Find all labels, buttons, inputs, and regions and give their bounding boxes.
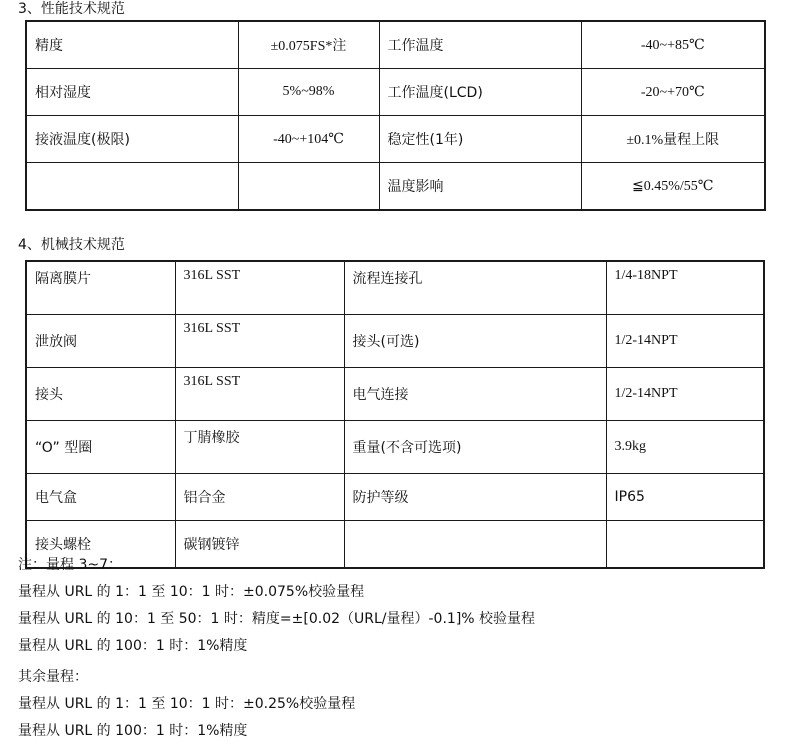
table-row [26, 69, 765, 116]
spec-label: 重量(不含可选项) [344, 421, 606, 474]
spec-label: 工作温度 [379, 21, 581, 69]
performance-heading: 3、性能技术规范 [18, 1, 125, 17]
spec-label: 隔离膜片 [26, 261, 175, 315]
mechanical-spec-table [25, 260, 765, 569]
note-line: 量程从 URL 的 1：1 至 10：1 时：±0.075%校验量程 [18, 584, 365, 600]
table-row [26, 261, 764, 315]
spec-value: ±0.075FS*注 [238, 21, 379, 69]
spec-value: ≦0.45%/55℃ [581, 163, 765, 211]
notes-title: 注：量程 3~7： [18, 557, 122, 573]
spec-value: ±0.1%量程上限 [581, 116, 765, 163]
note-line: 量程从 URL 的 100：1 时：1%精度 [18, 638, 248, 654]
spec-value: 丁腈橡胶 [175, 421, 344, 474]
spec-value: 1/2-14NPT [606, 368, 764, 421]
spec-label: 稳定性(1年) [379, 116, 581, 163]
spec-label: 防护等级 [344, 474, 606, 521]
spec-label: 电气盒 [26, 474, 175, 521]
table-row [26, 368, 764, 421]
table-row [26, 21, 765, 69]
note-line: 量程从 URL 的 10：1 至 50：1 时：精度=±[0.02（URL/量程）-0.1]% 校验量程 [18, 611, 536, 627]
spec-label: 相对湿度 [26, 69, 238, 116]
mechanical-heading: 4、机械技术规范 [18, 237, 125, 253]
spec-value: 5%~98% [238, 69, 379, 116]
table-row [26, 163, 765, 211]
spec-value: 铝合金 [175, 474, 344, 521]
spec-label: 接头 [26, 368, 175, 421]
spec-value: IP65 [606, 474, 764, 521]
spec-label: 泄放阀 [26, 315, 175, 368]
spec-value: -40~+104℃ [238, 116, 379, 163]
table-row [26, 315, 764, 368]
spec-label: 接液温度(极限) [26, 116, 238, 163]
spec-value: 碳钢镀锌 [175, 521, 344, 569]
spec-label: 接头(可选) [344, 315, 606, 368]
spec-label [26, 163, 238, 211]
table-row [26, 474, 764, 521]
spec-value [238, 163, 379, 211]
spec-value: 3.9kg [606, 421, 764, 474]
spec-value: 1/4-18NPT [606, 261, 764, 315]
performance-spec-table [25, 20, 766, 211]
spec-value: 316L SST [175, 261, 344, 315]
spec-value: -20~+70℃ [581, 69, 765, 116]
table-row [26, 421, 764, 474]
spec-label: 流程连接孔 [344, 261, 606, 315]
note-line: 量程从 URL 的 100：1 时：1%精度 [18, 723, 248, 739]
spec-value: -40~+85℃ [581, 21, 765, 69]
other-ranges-title: 其余量程： [18, 669, 88, 685]
spec-value: 316L SST [175, 315, 344, 368]
spec-value: 1/2-14NPT [606, 315, 764, 368]
spec-label: 工作温度(LCD) [379, 69, 581, 116]
spec-value: 316L SST [175, 368, 344, 421]
spec-label: “O” 型圈 [26, 421, 175, 474]
spec-label: 温度影响 [379, 163, 581, 211]
table-row [26, 116, 765, 163]
note-line: 量程从 URL 的 1：1 至 10：1 时：±0.25%校验量程 [18, 696, 356, 712]
spec-label: 电气连接 [344, 368, 606, 421]
range-notes [18, 552, 535, 745]
spec-label: 接头螺栓 [26, 521, 175, 569]
spec-value [606, 521, 764, 569]
spec-label: 精度 [26, 21, 238, 69]
